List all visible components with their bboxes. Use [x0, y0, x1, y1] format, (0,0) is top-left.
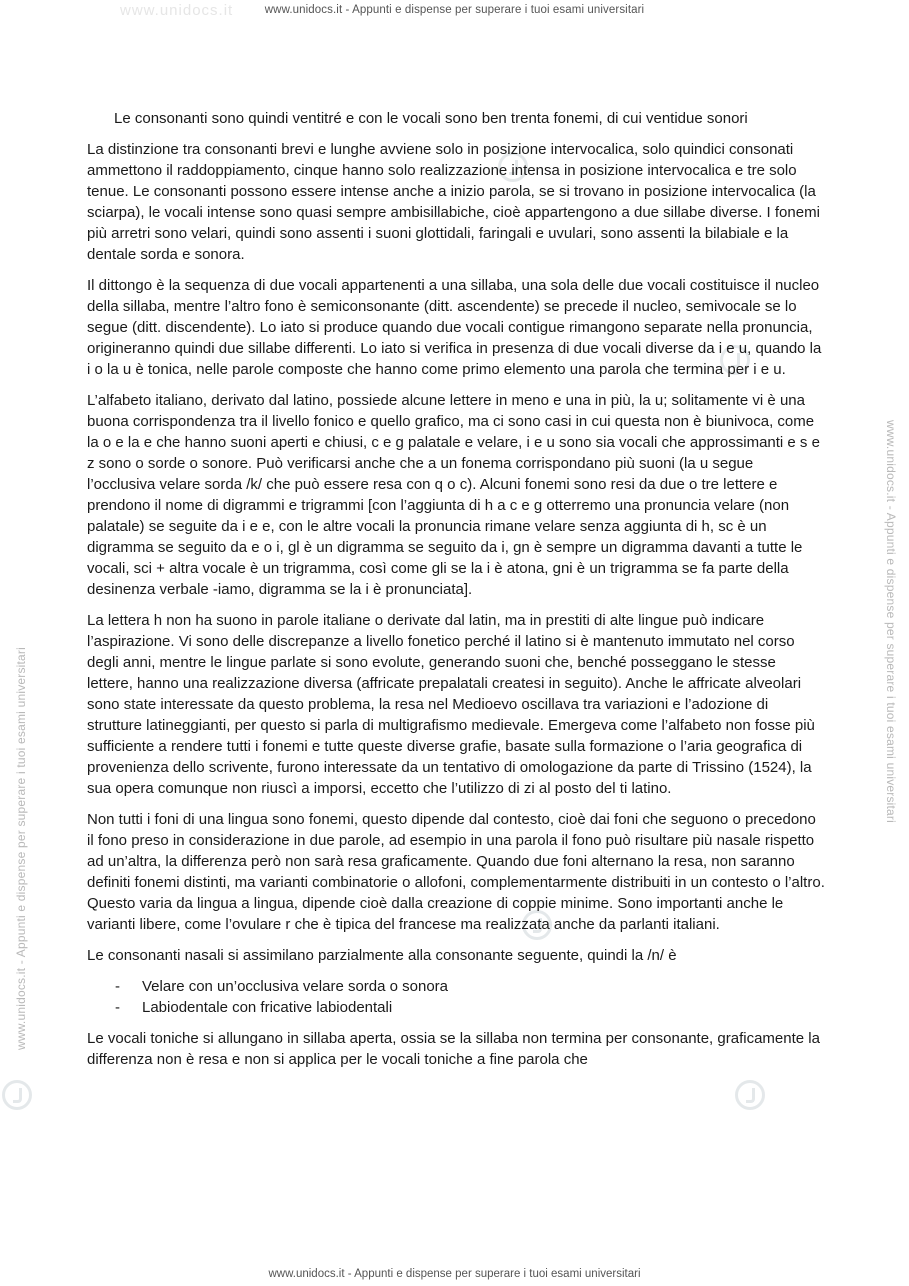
- nasal-list: [87, 976, 825, 1018]
- watermark-left-side: www.unidocs.it - Appunti e dispense per superare i tuoi esami universitari: [14, 647, 28, 1050]
- unidocs-logo-icon: [735, 1080, 765, 1110]
- paragraph-closing: Le vocali toniche si allungano in sillaba aperta, ossia se la sillaba non termina per consonante, graficamente la differenza non è resa e non si applica per le vocali toniche a fine parola che: [87, 1030, 820, 1068]
- paragraph-letter-h: La lettera h non ha suono in parole italiane o derivate dal latin, ma in prestiti di alte lingue può indicare l’aspirazione. Vi sono delle discrepanze a livello fonetico perché il latino si è mantenuto immutato nel corso degli anni, mentre le lingue parlate si sono evolute, generando suoni che, benché posseggano le stesse lettere, hanno una realizzazione diversa (affricate prepalatali createsi in seguito). Anche le affricate alveolari sono state interessate da questo problema, la resa nel Medioevo oscillava tra variazioni e l’adozione di strutture latineggianti, per questo si parla di multigrafismo medievale. Emergeva come l’alfabeto non fosse più sufficiente a rendere tutti i fonemi e tutte queste diverse grafie, basate sulla formazione o l’aria geografica di provenienza dello scrivente, furono interessate da un tentativo di omologazione da parte di Trissino (1524), la sua opera comunque non riuscì a imporsi, eccetto che l’utilizzo di zi al posto del ti latino.: [87, 612, 815, 797]
- paragraph-alphabet: L’alfabeto italiano, derivato dal latino, possiede alcune lettere in meno e una in più, la u; solitamente vi è una buona corrispondenza tra il livello fonico e quello grafico, ma ci sono casi in cui questa non è biunivoca, come la o e la e che hanno suoni aperti e chiusi, c e g palatale e velare, i e u sono sia vocali che approssimanti e s e z sono o sorde o sonore. Può verificarsi anche che a un fonema corrispondano più suoni (la u segue l’occlusiva velare sorda /k/ che può essere resa con q o c). Alcuni fonemi sono resi da due o tre lettere e prendono il nome di digrammi e trigrammi [con l’aggiunta di h a c e g otterremo una pronuncia velare (non palatale) se seguite da i e e, con le altre vocali la pronuncia rimane velare senza aggiunta di h, sc è un digramma se seguito da e o i, gl è un digramma se seguito da i, gn è sempre un digramma davanti a tutte le vocali, sci + altra vocale è un trigramma, così come gli se la i è atona, gni è un trigramma se fa parte della desinenza verbale -iamo, digramma se la i è pronunciata].: [87, 392, 820, 598]
- watermark-top-faint: www.unidocs.it: [120, 2, 234, 19]
- unidocs-logo-icon: [2, 1080, 32, 1110]
- list-item: - Velare con un’occlusiva velare sorda o sonora: [87, 976, 825, 997]
- document-body: [87, 108, 825, 1080]
- intro-paragraph: Le consonanti sono quindi ventitré e con le vocali sono ben trenta fonemi, di cui ventidue sonori: [114, 110, 748, 127]
- paragraph-consonant-length: La distinzione tra consonanti brevi e lunghe avviene solo in posizione intervocalica, solo quindici consonati ammettono il raddoppiamento, cinque hanno solo realizzazione intensa in posizione intervocalica e tre solo tenue. Le consonanti possono essere intense anche a inizio parola, se si trovano in posizione intervocalica (la sciarpa), le vocali intense sono quasi sempre ambisillabiche, cioè appartengono a due sillabe diverse. I fonemi più arretri sono velari, quindi sono assenti i suoni glottidali, faringali e uvulari, sono assenti la bilabiale e la dentale sorda e sonora.: [87, 141, 820, 263]
- footer-site-link[interactable]: www.unidocs.it - Appunti e dispense per superare i tuoi esami universitari: [268, 1268, 641, 1280]
- list-item: - Labiodentale con fricative labiodentali: [87, 997, 825, 1018]
- paragraph-diphthong: Il dittongo è la sequenza di due vocali appartenenti a una sillaba, una sola delle due vocali costituisce il nucleo della sillaba, mentre l’altro fono è semiconsonante (ditt. ascendente) se precede il nucleo, semivocale se lo segue (ditt. discendente). Lo iato si produce quando due vocali contigue rimangono separate nella pronuncia, origineranno quindi due sillabe differenti. Lo iato si verifica in presenza di due vocali diverse da i e u, quando la i o la u è tonica, nelle parole composte che hanno come primo elemento una parola che termina per i e u.: [87, 277, 822, 378]
- watermark-right-side: www.unidocs.it - Appunti e dispense per superare i tuoi esami universitari: [884, 420, 898, 823]
- paragraph-nasals: Le consonanti nasali si assimilano parzialmente alla consonante seguente, quindi la /n/ è: [87, 947, 677, 964]
- paragraph-phonemes: Non tutti i foni di una lingua sono fonemi, questo dipende dal contesto, cioè dai foni che seguono o precedono il fono preso in considerazione in due parole, ad esempio in una parola il fono può risultare più nasale rispetto ad un’altra, la differenza però non sarà resa graficamente. Quando due foni alternano la resa, non saranno definiti fonemi distinti, ma varianti combinatorie o allofoni, complementarmente distribuiti in un contesto o l’altro. Questo varia da lingua a lingua, dipende cioè dalla creazione di coppie minime. Sono importanti anche le varianti libere, come l’ovulare r che è tipica del francese ma realizzata anche da parlanti italiani.: [87, 811, 825, 933]
- header-site-link[interactable]: www.unidocs.it - Appunti e dispense per superare i tuoi esami universitari: [264, 4, 645, 16]
